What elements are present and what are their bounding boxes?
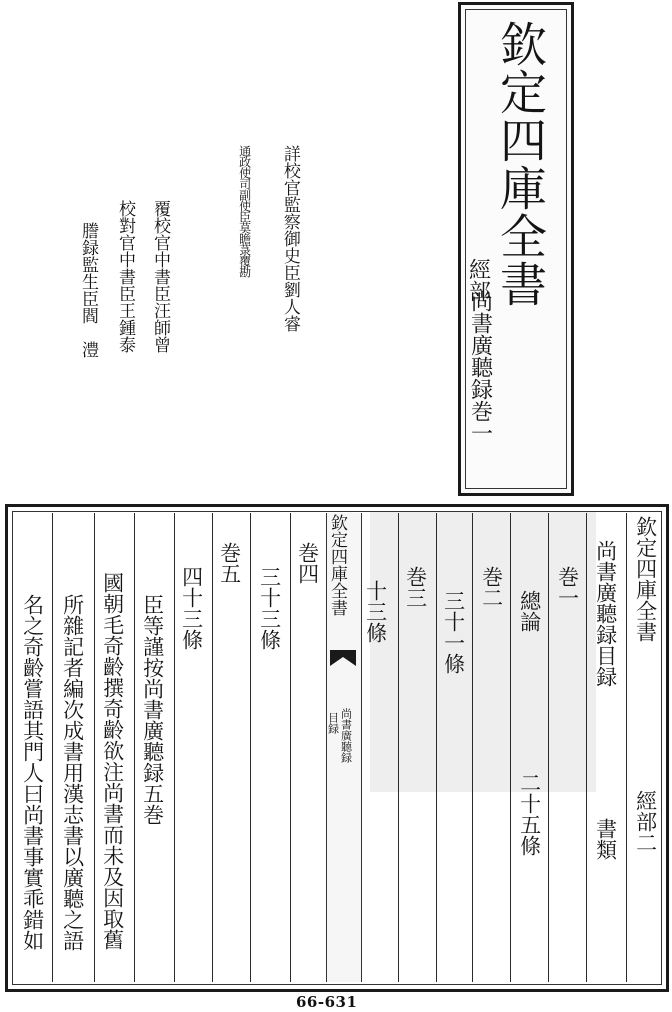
catalog-section-label: 經部二 (633, 790, 658, 853)
entry-vol2-label: 巻二 (479, 566, 504, 608)
column-rule (290, 513, 291, 982)
catalog-header: 欽定四庫全書 (633, 516, 658, 642)
entry-vol4-label: 巻四 (295, 542, 320, 584)
fish-tail-mark (330, 650, 356, 666)
catalog-category: 書類 (593, 818, 618, 860)
band-subtitle: 尚書廣聽録 (339, 708, 353, 763)
column-rule (472, 513, 473, 982)
entry-vol2-count: 三十一條 (441, 590, 466, 674)
band-subtitle-catalog: 目録 (326, 712, 340, 734)
summary-line-3: 所雜記者編次成書用漢志書以廣聽之語 (60, 594, 85, 951)
entry-vol1-topic: 總論 (517, 590, 542, 632)
column-rule (212, 513, 213, 982)
show-through-shadow (370, 512, 596, 792)
credit-reviewer: 通政使司副使臣莫瞻菉覆勘 (237, 145, 252, 277)
credit-proofreader: 校對官中書臣王鍾泰 (115, 200, 136, 353)
entry-vol5-count: 四十三條 (179, 566, 204, 650)
entry-vol3-count: 十三條 (363, 580, 388, 643)
credit-collator: 覆校官中書臣汪師曾 (150, 200, 171, 353)
column-rule (510, 513, 511, 982)
column-rule (250, 513, 251, 982)
credit-chief-collator: 詳校官監察御史臣劉人睿 (279, 145, 300, 332)
column-rule (52, 513, 53, 982)
entry-vol4-count: 三十三條 (257, 566, 282, 650)
column-rule (626, 513, 627, 982)
entry-vol3-label: 巻三 (403, 566, 428, 608)
slip-work-title: 尚書廣聽録巻一 (467, 290, 493, 444)
column-rule (548, 513, 549, 982)
summary-line-4: 名之奇齡嘗語其門人曰尚書事實乖錯如 (20, 594, 45, 951)
credit-copyist: 謄録監生臣閻 澧 (78, 222, 99, 358)
column-rule (586, 513, 587, 982)
entry-vol5-label: 巻五 (217, 542, 242, 584)
slip-section-label: 經部 (465, 258, 491, 302)
slip-collection-title: 欽定四庫全書 (492, 20, 547, 308)
column-rule (174, 513, 175, 982)
band-title: 欽定四庫全書 (327, 514, 347, 616)
catalog-work-title: 尚書廣聽録目録 (593, 540, 618, 687)
entry-vol1-label: 巻一 (555, 566, 580, 608)
column-rule (398, 513, 399, 982)
entry-vol1-count: 二十五條 (517, 772, 542, 856)
summary-line-2: 國朝毛奇齡撰奇齡欲注尚書而未及因取舊 (100, 572, 125, 950)
column-rule (94, 513, 95, 982)
column-rule (436, 513, 437, 982)
summary-line-1: 臣等謹按尚書廣聽録五巻 (140, 594, 165, 825)
title-slip-inner-border (465, 9, 567, 489)
page-number: 66-631 (296, 993, 358, 1011)
column-rule (134, 513, 135, 982)
title-slip (458, 2, 574, 496)
